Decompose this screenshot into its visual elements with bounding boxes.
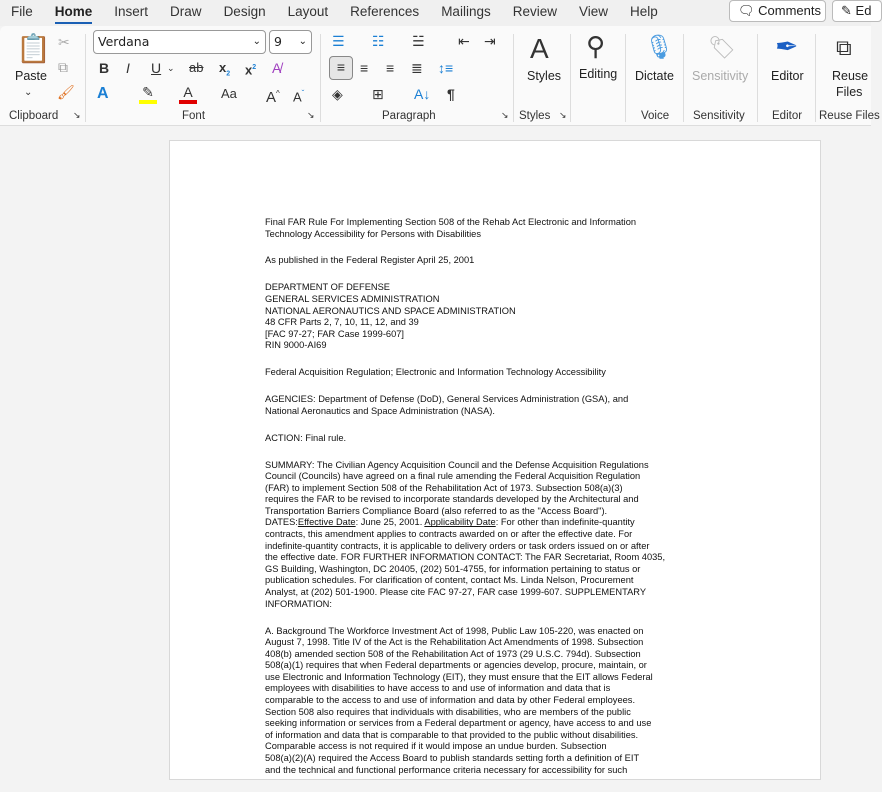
shading-icon[interactable]: ◈ [332, 86, 343, 102]
text-line: ACTION: Final rule. [265, 432, 347, 443]
font-size-combo[interactable]: 9 ⌄ [269, 30, 312, 54]
text-line: of information and data that is comparable to that provided to the public without disabilities. [265, 729, 639, 740]
text-line: requires the FAR to be revised to incorporate standards developed by the Architectural and [265, 494, 639, 505]
text-line: 408(b) amended section 508 of the Rehabilitation Act of 1973 (29 U.S.C. 794d). Subsection [265, 648, 641, 659]
text-line: Transportation Barriers Compliance Board (also referred to as the "Access Board"). [265, 505, 608, 516]
align-left-button[interactable]: ≡ [329, 56, 353, 80]
format-painter-icon[interactable]: 🖌 [57, 84, 75, 100]
text-effects-icon[interactable]: A [97, 85, 109, 102]
divider [625, 34, 626, 122]
sensitivity-icon: 🏷 [708, 35, 736, 60]
numbering-icon[interactable]: ☷ [372, 33, 385, 49]
paragraph [265, 255, 665, 267]
align-right-button[interactable]: ≡ [386, 60, 395, 76]
text-line: Comparable access is not required if it would impose an undue burden. Subsection [265, 741, 607, 752]
bold-button[interactable]: B [99, 60, 110, 76]
dialog-launcher-icon[interactable]: ↘ [559, 110, 567, 120]
change-case-button[interactable]: Aa [221, 86, 237, 101]
microphone-icon[interactable]: 🎙 [644, 34, 675, 61]
sensitivity-group-label: Sensitivity [693, 110, 745, 122]
divider [683, 34, 684, 122]
comments-button[interactable]: 🗨 Comments [729, 0, 826, 22]
italic-button[interactable]: I [126, 60, 130, 76]
line-spacing-icon[interactable]: ↕≡ [438, 60, 454, 76]
text-line: 508(a)(2)(A) required the Access Board to publish standards setting forth a definition of EIT [265, 753, 640, 764]
text-line: publication schedules. For clarification of content, contact Ms. Linda Nelson, Procurement [265, 575, 634, 586]
ribbon-tabs [0, 0, 720, 26]
dialog-launcher-icon[interactable]: ↘ [73, 110, 81, 120]
reuse-files-icon[interactable]: ⧉ [836, 35, 852, 60]
text-line: SUMMARY: The Civilian Agency Acquisition Council and the Defense Acquisition Regulations [265, 459, 649, 470]
pencil-icon: ✎ [841, 3, 852, 18]
paragraph [265, 367, 665, 379]
paragraph [265, 460, 665, 611]
text-line: National Aeronautics and Space Administration (NASA). [265, 405, 495, 416]
decrease-indent-icon[interactable]: ⇤ [458, 33, 470, 49]
text-line: [FAC 97-27; FAR Case 1999-607] [265, 328, 405, 339]
editor-group-label: Editor [772, 110, 803, 122]
text-line: Federal Acquisition Regulation; Electronic and Information Technology Accessibility [265, 367, 606, 378]
borders-icon[interactable]: ⊞ [372, 86, 384, 102]
tab-view[interactable]: View [578, 4, 609, 19]
text-line: contracts, this amendment applies to contracts awarded on or after the effective date. For [265, 529, 633, 540]
text-line: A. Background The Workforce Investment Act of 1998, Public Law 105-220, was enacted on [265, 625, 644, 636]
text-line: GENERAL SERVICES ADMINISTRATION [265, 293, 440, 304]
underline-button[interactable]: U [151, 60, 162, 76]
document-body[interactable] [265, 217, 665, 792]
divider [570, 34, 571, 122]
tab-mailings[interactable]: Mailings [441, 4, 491, 19]
font-group-label: Font [182, 110, 206, 122]
text-line: Section 508 also requires that individuals with disabilities, who are members of the public [265, 706, 631, 717]
shrink-font-icon[interactable]: $A^ˇ$ [293, 89, 305, 105]
paragraph [265, 626, 665, 777]
reuse-files-group-label: Reuse Files [819, 110, 880, 122]
divider [320, 34, 321, 122]
font-name-combo[interactable]: Verdana ⌄ [93, 30, 266, 54]
paragraph [265, 217, 665, 240]
text-line: and the technical and functional performance criteria necessary for accessibility for such [265, 764, 628, 775]
tab-layout[interactable]: Layout [287, 4, 329, 19]
editor-pen-icon[interactable]: ✒ [775, 31, 799, 62]
highlight-color-icon[interactable]: ✎ [139, 82, 157, 104]
clear-formatting-icon[interactable]: A̸ [272, 60, 282, 76]
text-line: the effective date. FOR FURTHER INFORMATION CONTACT: The FAR Secretariat, Room 4035, [265, 552, 666, 563]
multilevel-list-icon[interactable]: ☱ [412, 33, 425, 49]
reuse-files-button-line2[interactable]: Files [836, 85, 863, 99]
divider [815, 34, 816, 122]
paste-icon[interactable]: 📋 [16, 33, 51, 64]
text-line: Final FAR Rule For Implementing Section 508 of the Rehab Act Electronic and Information [265, 217, 637, 227]
chevron-down-icon[interactable]: ⌄ [24, 87, 33, 98]
text-line: 48 CFR Parts 2, 7, 10, 11, 12, and 39 [265, 317, 419, 328]
cut-icon[interactable]: ✂ [58, 34, 70, 50]
styles-group-label: Styles [519, 110, 551, 122]
dates-app-label: Applicability Date [424, 517, 496, 528]
paragraph [265, 282, 665, 352]
tab-design[interactable]: Design [223, 4, 266, 19]
editor-button[interactable]: Editor [771, 69, 804, 83]
paragraph [265, 394, 665, 417]
show-formatting-icon[interactable]: ¶ [447, 86, 455, 102]
chevron-down-icon: ⌄ [298, 36, 307, 47]
text-line: Council (Councils) have agreed on a final rule amending the Federal Acquisition Regulation [265, 471, 641, 482]
text-line: seeking information or services from a Federal department or agency, have access to and use [265, 718, 652, 729]
paragraph [265, 433, 665, 445]
document-page[interactable] [169, 140, 821, 780]
paragraph-group-label: Paragraph [382, 110, 436, 122]
text-line: RIN 9000-AI69 [265, 340, 327, 351]
dates-eff-text: : June 25, 2001. [355, 517, 425, 528]
ribbon [0, 26, 880, 126]
text-line: As published in the Federal Register April 25, 2001 [265, 255, 475, 266]
dialog-launcher-icon[interactable]: ↘ [307, 110, 315, 120]
increase-indent-icon[interactable]: ⇥ [484, 33, 496, 49]
dates-app-text: : For other than indefinite-quantity [495, 517, 635, 528]
divider [513, 34, 514, 122]
dictate-button[interactable]: Dictate [635, 69, 674, 83]
tab-file[interactable]: File [11, 4, 33, 19]
editing-button[interactable]: Editing [579, 67, 618, 81]
dates-eff-label: Effective Date [297, 517, 356, 528]
text-line: August 7, 1998. Title IV of the Act is the Rehabilitation Act Amendments of 1998. Subsection [265, 637, 644, 648]
tab-insert[interactable]: Insert [114, 4, 149, 19]
styles-button[interactable]: Styles [527, 69, 562, 83]
text-line: Analyst, at (202) 501-1900. Please cite FAC 97-27, FAR case 1999-607. SUPPLEMENTARY [265, 587, 647, 598]
text-line: employees with disabilities to have access to and use of information and data that is [265, 683, 611, 694]
voice-group-label: Voice [641, 110, 670, 122]
text-line: NATIONAL AERONAUTICS AND SPACE ADMINISTRATION [265, 305, 516, 316]
font-color-icon[interactable]: A [179, 82, 197, 104]
text-line: use Electronic and Information Technology (EIT), they must ensure that the EIT allows Federal [265, 671, 653, 682]
paste-button[interactable]: Paste [15, 69, 47, 83]
chevron-down-icon[interactable]: ⌄ [167, 63, 175, 73]
align-center-button[interactable]: ≡ [360, 60, 369, 76]
text-line: comparable to the access to and use of information and data by other Federal employees. [265, 695, 636, 706]
dates-line [265, 517, 665, 529]
text-line: GS Building, Washington, DC 20405, (202) 501-4755, for information pertaining to status or [265, 563, 641, 574]
text-line: (FAR) to implement Section 508 of the Rehabilitation Act of 1973. Subsection 508(a)(3) [265, 482, 623, 493]
justify-button[interactable]: ≣ [411, 60, 423, 76]
superscript-button[interactable]: $x^2$ [245, 62, 257, 78]
tab-help[interactable]: Help [630, 4, 658, 19]
bullets-icon[interactable]: ☰ [332, 33, 345, 49]
subscript-button[interactable]: $x_2$ [219, 60, 231, 78]
comment-icon: 🗨 [738, 3, 755, 18]
sort-icon[interactable]: A↓ [414, 86, 431, 102]
strikethrough-button[interactable]: ab [189, 60, 204, 75]
tab-draw[interactable]: Draw [170, 4, 202, 19]
clipboard-group-label: Clipboard [9, 110, 59, 122]
tab-references[interactable]: References [350, 4, 420, 19]
text-line: INFORMATION: [265, 598, 332, 609]
styles-icon[interactable]: A [530, 33, 549, 64]
text-line: indefinite-quantity contracts, it is applicable to delivery orders or task orders issued on or after [265, 540, 650, 551]
text-line: Technology Accessibility for Persons with Disabilities [265, 228, 481, 239]
reuse-files-button[interactable]: Reuse [832, 69, 869, 83]
grow-font-icon[interactable]: A^ [266, 89, 280, 106]
divider [757, 34, 758, 122]
search-icon[interactable]: ⚲ [586, 31, 606, 61]
copy-icon[interactable]: ⧉ [58, 59, 68, 75]
tab-home[interactable]: Home [54, 4, 93, 19]
divider [85, 34, 86, 122]
text-line: AGENCIES: Department of Defense (DoD), General Services Administration (GSA), and [265, 394, 629, 405]
chevron-down-icon: ⌄ [252, 36, 261, 47]
sensitivity-button: Sensitivity [692, 69, 749, 83]
tab-review[interactable]: Review [512, 4, 557, 19]
dates-prefix: DATES: [265, 517, 298, 528]
editing-mode-button[interactable]: ✎ Ed [832, 0, 882, 22]
text-line: DEPARTMENT OF DEFENSE [265, 282, 391, 293]
dialog-launcher-icon[interactable]: ↘ [501, 110, 509, 120]
text-line: 508(a)(1) requires that when Federal departments or agencies develop, procure, maintain, or [265, 660, 647, 671]
